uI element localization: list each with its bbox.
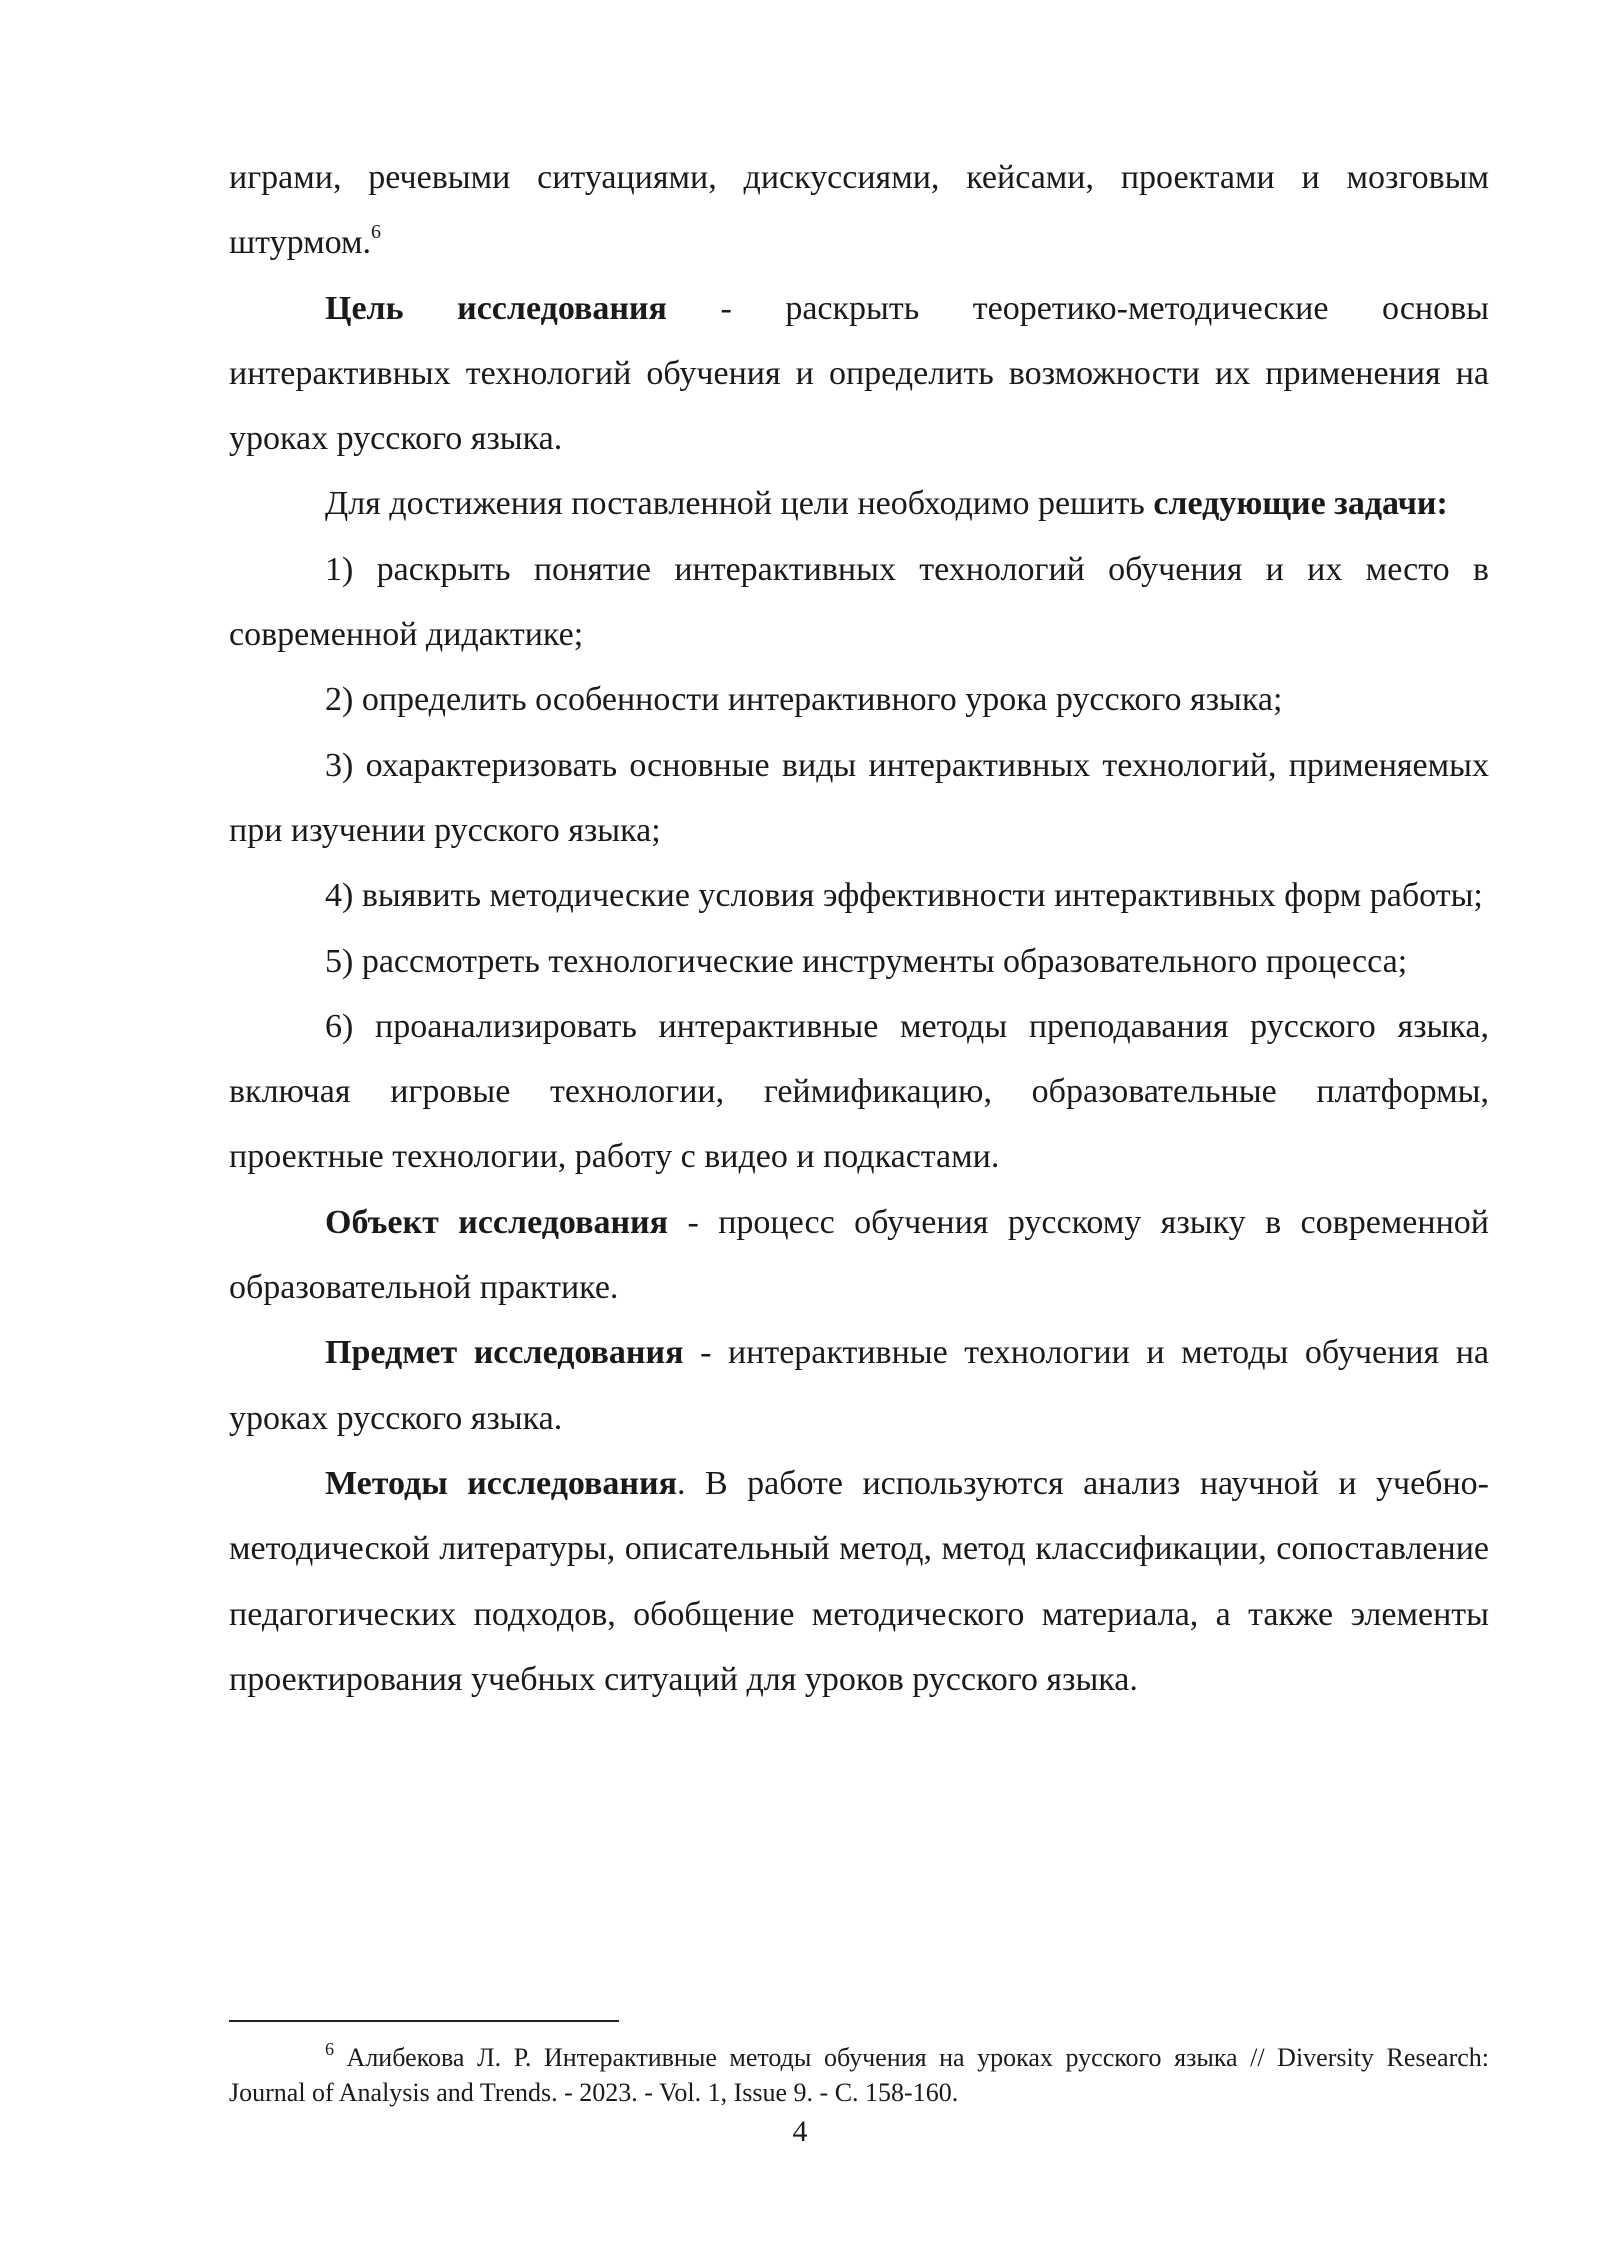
methods-heading: Методы исследования (325, 1464, 677, 1502)
subject-text: - интерактивные технологии и методы обучения на уроках русского языка. (229, 1334, 1489, 1437)
goal-text: - раскрыть теоретико-методические основы интерактивных технологий обучения и определить возможности их применения на уроках русского языка. (229, 289, 1490, 458)
paragraph-text: играми, речевыми ситуациями, дискуссиями, кейсами, проектами и мозговым штурмом. (229, 159, 1489, 262)
paragraph-methods (229, 1451, 1489, 1712)
object-heading: Объект исследования (325, 1203, 669, 1241)
goal-heading: Цель исследования (325, 289, 667, 327)
footnote-reference[interactable]: 6 (370, 221, 381, 244)
object-text: - процесс обучения русскому языку в современной образовательной практике. (229, 1203, 1489, 1307)
paragraph-continuation (229, 145, 1489, 276)
footnote-text: Алибекова Л. Р. Интерактивные методы обучения на уроках русского языка // Diversity Research: Journal of Analysis and Trends. - 2023. - Vol. 1, Issue 9. - С. 158-160. (229, 2043, 1489, 2107)
footnote-number: 6 (325, 2039, 334, 2059)
task-item-6: 6) проанализировать интерактивные методы преподавания русского языка, включая игровые технологии, геймификацию, образовательные платформы, проектные технологии, работу с видео и подкастами. (229, 1007, 1489, 1176)
tasks-intro-text: Для достижения поставленной цели необходимо решить (325, 485, 1154, 523)
methods-text: . В работе используются анализ научной и учебно-методической литературы, описательный метод, метод классификации, сопоставление педагогических подходов, обобщение методического материала, а также элементы проектирования учебных ситуаций для уроков русского языка. (229, 1464, 1489, 1698)
subject-heading: Предмет исследования (325, 1334, 684, 1372)
page-number: 4 (792, 2115, 808, 2148)
paragraph-subject (229, 1320, 1489, 1451)
paragraph-tasks-intro (229, 471, 1489, 536)
paragraph-goal (229, 276, 1489, 472)
task-item-2: 2) определить особенности интерактивного урока русского языка; (325, 681, 1283, 719)
task-item-5: 5) рассмотреть технологические инструменты образовательного процесса; (325, 942, 1408, 980)
footnote (229, 2040, 1489, 2110)
tasks-heading: следующие задачи: (1153, 485, 1448, 523)
task-item-4: 4) выявить методические условия эффективности интерактивных форм работы; (325, 877, 1483, 915)
task-item-3: 3) охарактеризовать основные виды интерактивных технологий, применяемых при изучении русского языка; (229, 746, 1489, 849)
footnote-separator (229, 2020, 619, 2022)
paragraph-object (229, 1190, 1489, 1321)
task-item-1: 1) раскрыть понятие интерактивных технологий обучения и их место в современной дидактике; (229, 550, 1489, 654)
main-text (229, 145, 1489, 1712)
